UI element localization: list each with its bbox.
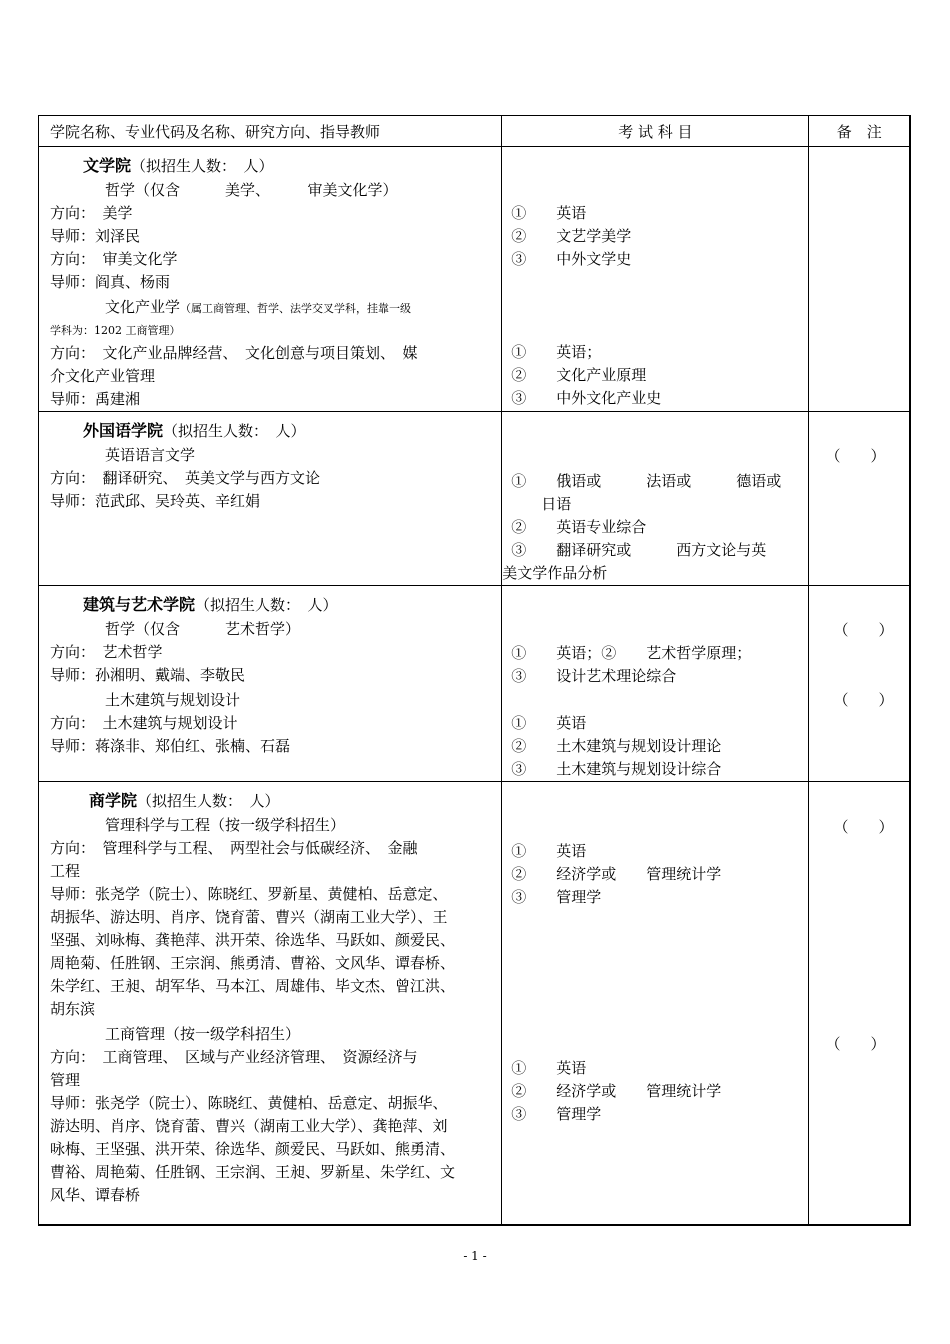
shangxue-tutor2-l5: 风华、谭春桥 <box>50 1186 141 1204</box>
shangxue-tutor1-l6: 胡东滨 <box>50 1000 96 1018</box>
jianzhu-major2: 土木建筑与规划设计 <box>105 691 241 709</box>
wenxue-subject-1: ① 英语 <box>511 204 587 222</box>
shangxue-tutor2-l4: 曹裕、周艳菊、任胜钢、王宗润、王昶、罗新星、朱学红、文 <box>50 1163 456 1181</box>
wenxue-tutor1: 导师：刘泽民 <box>50 227 141 245</box>
wenxue-major2: 文化产业学 <box>105 298 181 316</box>
shangxue-subject-5: ② 经济学或 管理统计学 <box>511 1082 722 1100</box>
wenxue-tutor3: 导师：禹建湘 <box>50 390 141 408</box>
wenxue-info <box>39 147 502 412</box>
wenxue-subject-3: ③ 中外文学史 <box>511 250 632 268</box>
jianzhu-subject-2: ③ 设计艺术理论综合 <box>511 667 677 685</box>
header-col1: 学院名称、专业代码及名称、研究方向、指导教师 <box>39 116 502 147</box>
jianzhu-subject-4: ② 土木建筑与规划设计理论 <box>511 737 722 755</box>
waiguoyu-subject-3b: 美文学作品分析 <box>502 564 608 582</box>
shangxue-tutor1-l2: 胡振华、游达明、肖序、饶育蕾、曹兴（湖南工业大学）、王 <box>50 908 448 926</box>
jianzhu-subject-5: ③ 土木建筑与规划设计综合 <box>511 760 722 778</box>
shangxue-dir1-a: 方向： 管理科学与工程、 两型社会与低碳经济、 金融 <box>50 839 418 857</box>
shangxue-tutor1-l5: 朱学红、王昶、胡军华、马本江、周雄伟、毕文杰、曾江洪、 <box>50 977 456 995</box>
shangxue-subjects <box>502 782 809 1225</box>
wenxue-quota: （拟招生人数： 人） <box>131 157 274 175</box>
wenxue-subject-6: ③ 中外文化产业史 <box>511 389 662 407</box>
shangxue-dir2-a: 方向： 工商管理、 区域与产业经济管理、 资源经济与 <box>50 1048 418 1066</box>
wenxue-subjects <box>502 147 809 412</box>
jianzhu-title: 建筑与艺术学院 <box>83 595 196 614</box>
jianzhu-quota: （拟招生人数： 人） <box>195 596 338 614</box>
shangxue-subject-4: ① 英语 <box>511 1059 587 1077</box>
waiguoyu-info <box>39 412 502 586</box>
wenxue-subject-4: ① 英语； <box>511 343 602 361</box>
waiguoyu-notes <box>809 412 910 586</box>
waiguoyu-dir: 方向： 翻译研究、 英美文学与西方文论 <box>50 469 321 487</box>
shangxue-info <box>39 782 502 1225</box>
jianzhu-tutor2: 导师：蒋涤非、郑伯红、张楠、石磊 <box>50 737 291 755</box>
waiguoyu-subjects <box>502 412 809 586</box>
wenxue-subject-5: ② 文化产业原理 <box>511 366 647 384</box>
shangxue-dir1-b: 工程 <box>50 862 81 880</box>
waiguoyu-tutor: 导师：范武邱、吴玲英、辛红娟 <box>50 492 261 510</box>
shangxue-major1: 管理科学与工程（按一级学科招生） <box>105 816 346 834</box>
header-col3: 备 注 <box>809 116 910 147</box>
enrollment-table <box>38 115 911 1226</box>
wenxue-major2-note-b: 学科为：1202 工商管理） <box>50 324 181 337</box>
jianzhu-note-2: （ ） <box>833 691 894 709</box>
shangxue-tutor2-l2: 游达明、肖序、饶育蕾、曹兴（湖南工业大学）、龚艳萍、刘 <box>50 1117 448 1135</box>
wenxue-tutor2: 导师：阎真、杨雨 <box>50 273 171 291</box>
jianzhu-notes <box>809 586 910 782</box>
waiguoyu-subject-1: ① 俄语或 法语或 德语或 <box>511 472 782 490</box>
waiguoyu-title: 外国语学院 <box>83 421 164 440</box>
shangxue-subject-2: ② 经济学或 管理统计学 <box>511 865 722 883</box>
shangxue-subject-6: ③ 管理学 <box>511 1105 602 1123</box>
waiguoyu-subject-3: ③ 翻译研究或 西方文论与英 <box>511 541 767 559</box>
wenxue-notes <box>809 147 910 412</box>
waiguoyu-subject-2: ② 英语专业综合 <box>511 518 647 536</box>
jianzhu-subjects <box>502 586 809 782</box>
shangxue-subject-1: ① 英语 <box>511 842 587 860</box>
wenxue-dir1: 方向： 美学 <box>50 204 133 222</box>
shangxue-note-1: （ ） <box>833 818 894 836</box>
shangxue-tutor2-l1: 导师：张尧学（院士）、陈晓红、黄健柏、岳意定、胡振华、 <box>50 1094 448 1112</box>
shangxue-dir2-b: 管理 <box>50 1071 81 1089</box>
wenxue-major2-note-a: （属工商管理、哲学、法学交叉学科，挂靠一级 <box>180 302 412 315</box>
waiguoyu-quota: （拟招生人数： 人） <box>163 422 306 440</box>
section-shangxue <box>39 782 911 1225</box>
jianzhu-subject-3: ① 英语 <box>511 714 587 732</box>
section-waiguoyu <box>39 412 911 586</box>
jianzhu-tutor1: 导师：孙湘明、戴端、李敬民 <box>50 666 246 684</box>
section-jianzhu <box>39 586 911 782</box>
shangxue-notes <box>809 782 910 1225</box>
jianzhu-major1: 哲学（仅含 艺术哲学） <box>105 620 301 638</box>
jianzhu-note-1: （ ） <box>833 621 894 639</box>
page-number: - 1 - <box>463 1249 487 1263</box>
wenxue-dir2: 方向： 审美文化学 <box>50 250 178 268</box>
shangxue-major2: 工商管理（按一级学科招生） <box>105 1025 301 1043</box>
shangxue-subject-3: ③ 管理学 <box>511 888 602 906</box>
jianzhu-dir1: 方向： 艺术哲学 <box>50 643 163 661</box>
jianzhu-dir2: 方向： 土木建筑与规划设计 <box>50 714 238 732</box>
shangxue-tutor1-l4: 周艳菊、任胜钢、王宗润、熊勇清、曹裕、文风华、谭春桥、 <box>50 954 456 972</box>
table-header-row <box>39 116 911 147</box>
wenxue-title: 文学院 <box>83 156 132 175</box>
waiguoyu-note: （ ） <box>825 447 886 465</box>
shangxue-tutor1-l3: 坚强、刘咏梅、龚艳萍、洪开荣、徐选华、马跃如、颜爱民、 <box>50 931 456 949</box>
shangxue-quota: （拟招生人数： 人） <box>137 792 280 810</box>
shangxue-tutor1-l1: 导师：张尧学（院士）、陈晓红、罗新星、黄健柏、岳意定、 <box>50 885 448 903</box>
wenxue-dir3-a: 方向： 文化产业品牌经营、 文化创意与项目策划、 媒 <box>50 344 418 362</box>
wenxue-dir3-b: 介文化产业管理 <box>50 367 156 385</box>
jianzhu-info <box>39 586 502 782</box>
section-wenxue <box>39 147 911 412</box>
jianzhu-subject-1: ① 英语；② 艺术哲学原理； <box>511 644 752 662</box>
shangxue-tutor2-l3: 咏梅、王坚强、洪开荣、徐选华、颜爱民、马跃如、熊勇清、 <box>50 1140 456 1158</box>
header-col2: 考 试 科 目 <box>502 116 809 147</box>
wenxue-major1: 哲学（仅含 美学、 审美文化学） <box>105 181 398 199</box>
waiguoyu-major: 英语语言文学 <box>105 446 196 464</box>
wenxue-subject-2: ② 文艺学美学 <box>511 227 632 245</box>
waiguoyu-subject-1b: 日语 <box>511 495 572 513</box>
shangxue-note-2: （ ） <box>825 1035 886 1053</box>
shangxue-title: 商学院 <box>89 791 138 810</box>
